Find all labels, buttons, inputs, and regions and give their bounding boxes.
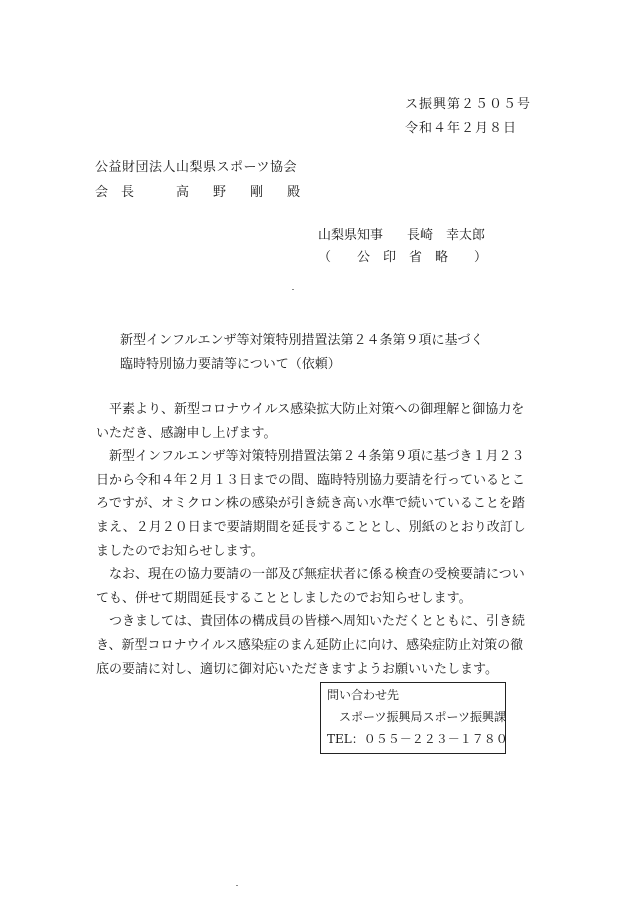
seal-omitted-note: （ 公 印 省 略 ）: [318, 250, 488, 265]
recipient-name-char: 剛: [250, 185, 264, 200]
recipient-name-char: 野: [213, 185, 227, 200]
honorific: 殿: [287, 185, 301, 200]
subject: [120, 329, 483, 377]
reference-number: ス振興第２５０５号: [405, 97, 532, 112]
recipient-title: [95, 185, 300, 201]
subject-line-1: 新型インフルエンザ等対策特別措置法第２４条第９項に基づく: [120, 333, 484, 348]
contact-heading: 問い合わせ先: [327, 688, 400, 702]
title-char: 会: [95, 185, 109, 200]
body-paragraph-4: つきましては、貴団体の構成員の皆様へ周知いただくとともに、引き続き、新型コロナウイルス感染症のまん延防止に向け、感染症防止対策の徹底の要請に対し、適切に御対応いただきますようお願いいたします。: [96, 614, 526, 677]
body-paragraph-3: なお、現在の協力要請の一部及び無症状者に係る検査の受検要請についても、併せて期間延長することとしましたのでお知らせします。: [96, 567, 525, 606]
issue-date: 令和４年２月８日: [405, 121, 518, 136]
contact-box: [320, 682, 506, 754]
title-char: 長: [121, 185, 135, 200]
body-text: [96, 398, 536, 681]
subject-line-2: 臨時特別協力要請等について（依頼）: [120, 357, 341, 372]
sender-position: 山梨県知事: [318, 228, 384, 243]
sender: [318, 228, 485, 244]
recipient-organization: 公益財団法人山梨県スポーツ協会: [95, 160, 297, 175]
contact-phone: TEL：０５５－２２３－１７８０: [327, 732, 508, 746]
recipient-name-char: 高: [176, 185, 190, 200]
body-paragraph-2: 新型インフルエンザ等対策特別措置法第２４条第９項に基づき１月２３日から令和４年２月１３日までの間、臨時特別協力要請を行っているところですが、オミクロン株の感染が引き続き高い水準で続いていることを踏まえ、２月２０日まで要請期間を延長することとし、別紙のとおり改訂しましたのでお知らせします。: [96, 449, 526, 559]
sender-name: 長崎 幸太郎: [407, 228, 486, 243]
scan-speck: [292, 289, 294, 290]
scan-speck: [236, 885, 238, 886]
contact-department: スポーツ振興局スポーツ振興課: [339, 710, 507, 724]
body-paragraph-1: 平素より、新型コロナウイルス感染拡大防止対策への御理解と御協力をいただき、感謝申し上げます。: [96, 402, 525, 441]
